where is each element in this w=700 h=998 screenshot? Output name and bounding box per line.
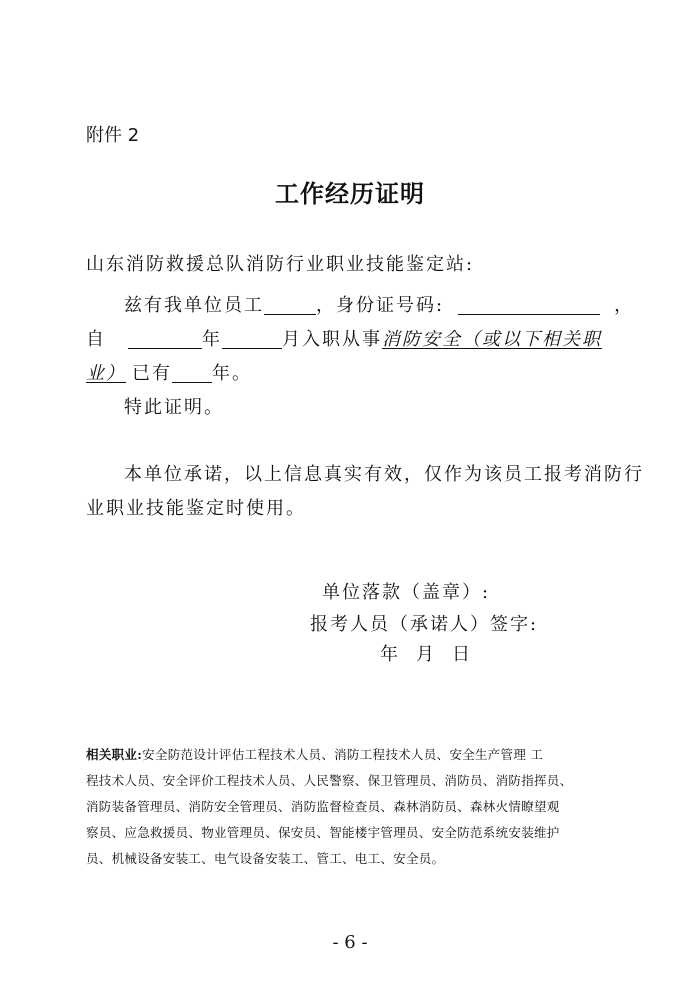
- certify-text: 特此证明。: [124, 397, 224, 418]
- attachment-label: 附件 2: [86, 125, 140, 146]
- related-line-3: 消防装备管理员、消防安全管理员、消防监督检查员、森林消防员、森林火情瞭望观: [86, 799, 560, 814]
- related-line-2: 程技术人员、安全评价工程技术人员、人民警察、保卫管理员、消防员、消防指挥员、: [86, 773, 573, 788]
- document-title: 工作经历证明: [275, 179, 425, 208]
- year-label: 年: [202, 329, 222, 350]
- has-label: 已有: [132, 363, 172, 384]
- unit-signature-label: 单位落款（盖章）:: [322, 582, 491, 603]
- employee-prefix: 兹有我单位员工: [124, 295, 264, 316]
- related-label: 相关职业:: [86, 747, 143, 762]
- occupation-text-cont: 业）: [86, 363, 126, 384]
- duration-line: [86, 359, 252, 385]
- addressee: 山东消防救援总队消防行业职业技能鉴定站:: [86, 254, 475, 275]
- related-line-4: 察员、应急救援员、物业管理员、保安员、智能楼宇管理员、安全防范系统安装维护: [86, 825, 560, 840]
- promise-line-2: 业职业技能鉴定时使用。: [86, 498, 306, 519]
- date-month: 月: [416, 644, 434, 665]
- occupation-text: 消防安全（或以下相关职: [382, 329, 602, 350]
- id-number-blank: [458, 296, 600, 315]
- start-year-blank: [128, 330, 202, 349]
- date-year: 年: [380, 644, 398, 665]
- start-month-blank: [222, 330, 282, 349]
- page-number: - 6 -: [332, 932, 368, 953]
- date-line: [380, 640, 470, 666]
- month-label: 月入职从事: [282, 329, 382, 350]
- applicant-signature-label: 报考人员（承诺人）签字:: [310, 614, 539, 635]
- since-label: 自: [86, 329, 106, 350]
- employment-line: [86, 325, 602, 351]
- employee-name-blank: [264, 296, 316, 315]
- comma: ，: [614, 295, 635, 316]
- related-line-1: 相关职业:安全防范设计评估工程技术人员、消防工程技术人员、安全生产管理 工: [86, 747, 544, 762]
- date-day: 日: [452, 644, 470, 665]
- employee-id-line: [124, 291, 634, 317]
- related-line-5: 员、机械设备安装工、电气设备安装工、管工、电工、安全员。: [86, 851, 445, 866]
- years-blank: [172, 364, 212, 383]
- years-label: 年。: [212, 363, 252, 384]
- promise-line-1: 本单位承诺，以上信息真实有效，仅作为该员工报考消防行: [124, 464, 644, 485]
- id-number-label: ，身份证号码:: [316, 295, 445, 316]
